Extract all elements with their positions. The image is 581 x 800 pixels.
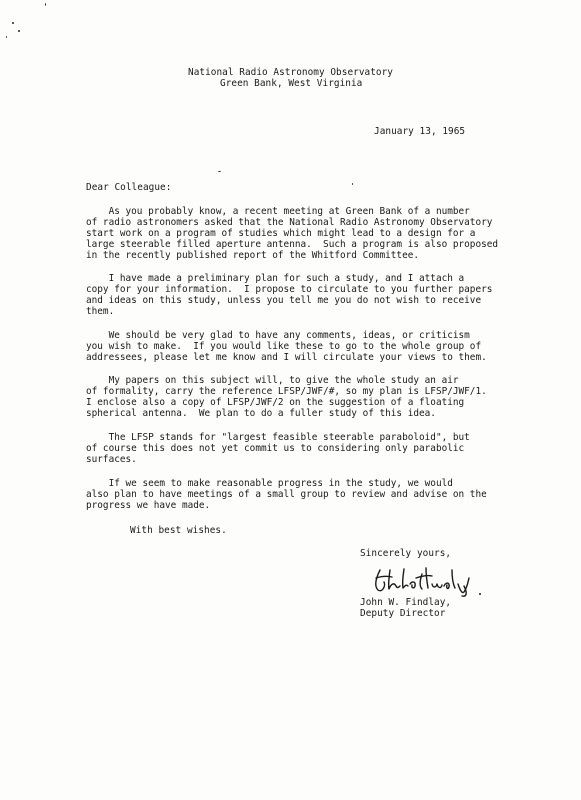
paragraph-line: of radio astronomers asked that the National Radio Astronomy Observatory	[86, 217, 493, 228]
scan-speck	[352, 183, 353, 185]
paragraph-line: We should be very glad to have any comments, ideas, or criticism	[86, 330, 470, 341]
paragraph-line: in the recently published report of the Whitford Committee.	[86, 250, 420, 261]
letter-date: January 13, 1965	[374, 126, 466, 137]
salutation: Dear Colleague:	[86, 182, 172, 193]
body-paragraph	[86, 273, 526, 317]
paragraph-line: If we seem to make reasonable progress in the study, we would	[86, 478, 453, 489]
paragraph-line: surfaces.	[86, 454, 137, 465]
signer-name: John W. Findlay,	[360, 597, 452, 608]
body-paragraph	[86, 330, 526, 363]
scan-speck	[18, 30, 20, 32]
paragraph-line: large steerable filled aperture antenna. Such a program is also proposed	[86, 239, 499, 250]
paragraph-line: you wish to make. If you would like these to go to the whole group of	[86, 341, 482, 352]
paragraph-line: As you probably know, a recent meeting at Green Bank of a number	[86, 206, 470, 217]
closing-wishes: With best wishes.	[130, 525, 227, 536]
paragraph-line: spherical antenna. We plan to do a fuller study of this idea.	[86, 408, 436, 419]
letterhead-org: National Radio Astronomy Observatory	[188, 67, 393, 78]
body-paragraph	[86, 478, 526, 511]
body-paragraph	[86, 432, 526, 465]
paragraph-line: addressees, please let me know and I will circulate your views to them.	[86, 352, 487, 363]
letterhead-location: Green Bank, West Virginia	[220, 78, 363, 89]
body-paragraph	[86, 206, 526, 261]
paragraph-line: The LFSP stands for "largest feasible steerable paraboloid", but	[86, 432, 470, 443]
paragraph-line: of course this does not yet commit us to considering only parabolic	[86, 443, 465, 454]
paragraph-line: also plan to have meetings of a small group to review and advise on the	[86, 489, 487, 500]
scan-speck	[12, 22, 14, 24]
sign-off: Sincerely yours,	[360, 548, 452, 559]
paragraph-line: I have made a preliminary plan for such a study, and I attach a	[86, 273, 465, 284]
paragraph-line: start work on a program of studies which might lead to a design for a	[86, 228, 476, 239]
body-paragraph	[86, 375, 526, 419]
paragraph-line: and ideas on this study, unless you tell me you do not wish to receive	[86, 295, 482, 306]
paragraph-line: progress we have made.	[86, 500, 211, 511]
paragraph-line: them.	[86, 306, 115, 317]
scan-speck	[6, 36, 7, 38]
paragraph-line: copy for your information. I propose to circulate to you further papers	[86, 284, 493, 295]
paragraph-line: of formality, carry the reference LFSP/JWF/#, so my plan is LFSP/JWF/1.	[86, 386, 487, 397]
signature-drawing	[370, 564, 490, 598]
scan-speck	[45, 3, 46, 6]
paragraph-line: I enclose also a copy of LFSP/JWF/2 on the suggestion of a floating	[86, 397, 465, 408]
scan-speck	[218, 171, 221, 172]
signer-title: Deputy Director	[360, 608, 446, 619]
paragraph-line: My papers on this subject will, to give the whole study an air	[86, 375, 459, 386]
